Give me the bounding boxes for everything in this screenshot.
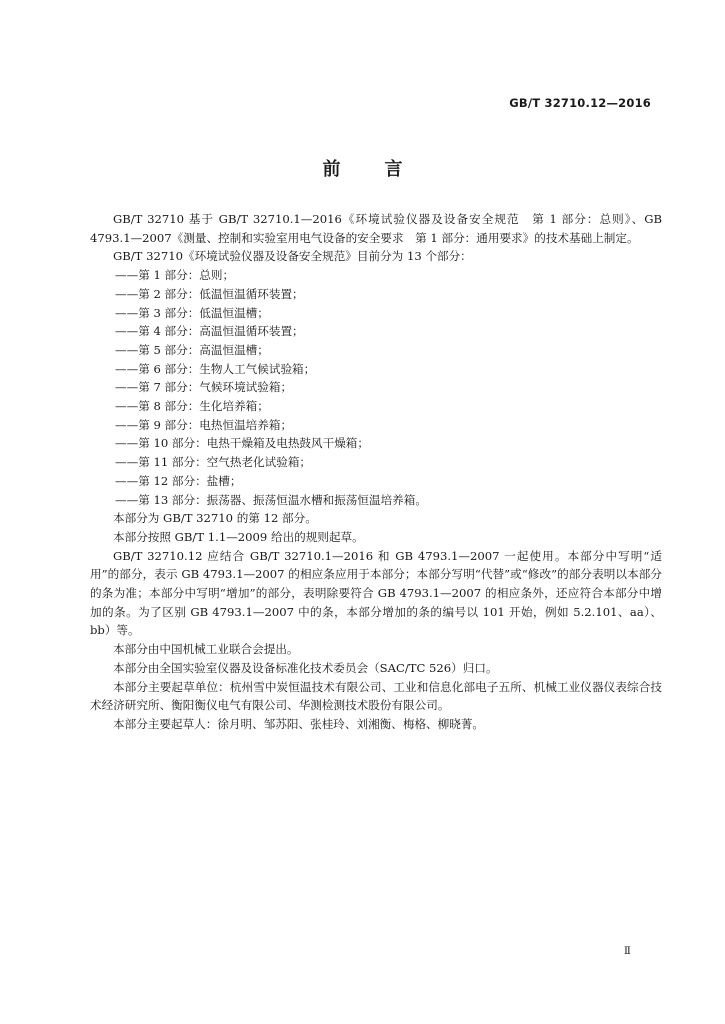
intro-paragraph: GB/T 32710 基于 GB/T 32710.1—2016《环境试验仪器及设备安全规范 第 1 部分：总则》、GB 4793.1—2007《测量、控制和实验室用电气设备的安全要求 第 1 部分：通用要求》的技术基础上制定。 — [90, 212, 662, 245]
page-title — [0, 155, 725, 181]
committee-paragraph: 本部分由全国实验室仪器及设备标准化技术委员会（SAC/TC 526）归口。 — [113, 660, 498, 675]
foreword-body — [90, 210, 662, 734]
parts-list — [90, 266, 662, 509]
title-char-2: 言 — [384, 159, 403, 180]
list-item: ——第 2 部分：低温恒温循环装置； — [115, 286, 304, 301]
list-item: ——第 13 部分：振荡器、振荡恒温水槽和振荡恒温培养箱。 — [115, 492, 427, 507]
usage-paragraph: GB/T 32710.12 应结合 GB/T 32710.1—2016 和 GB 4793.1—2007 一起使用。本部分中写明“适用”的部分，表示 GB 4793.1—2007 的相应条应用于本部分；本部分写明“代替”或“修改”的部分表明以本部分的条为准；本部分中写明“增加”的部分，表明除要符合 GB 4793.1—2007 的相应条外，还应符合本部分中增加的条。为了区别 GB 4793.1—2007 中的条，本部分增加的条的编号以 101 开始，例如 5.2.101、aa）、bb）等。 — [90, 548, 662, 638]
list-item: ——第 6 部分：生物人工气候试验箱； — [115, 361, 316, 376]
drafters-paragraph: 本部分主要起草人：徐月明、邹苏阳、张桂玲、刘湘衡、梅格、柳晓菁。 — [113, 716, 485, 731]
list-item: ——第 11 部分：空气热老化试验箱； — [115, 455, 312, 470]
page-number: Ⅱ — [624, 946, 631, 957]
proposer-paragraph: 本部分由中国机械工业联合会提出。 — [113, 642, 299, 657]
list-item: ——第 4 部分：高温恒温循环装置； — [115, 324, 304, 339]
list-item: ——第 7 部分：气候环境试验箱； — [115, 380, 293, 395]
title-char-1: 前 — [322, 159, 341, 180]
drafting-units-paragraph: 本部分主要起草单位：杭州雪中炭恒温技术有限公司、工业和信息化部电子五所、机械工业仪器仪表综合技术经济研究所、衡阳衡仪电气有限公司、华测检测技术股份有限公司。 — [90, 679, 662, 713]
list-item: ——第 8 部分：生化培养箱； — [115, 399, 269, 414]
list-item: ——第 9 部分：电热恒温培养箱； — [115, 417, 293, 432]
list-item: ——第 1 部分：总则； — [115, 268, 235, 283]
list-item: ——第 12 部分：盐槽； — [115, 473, 242, 488]
list-item: ——第 10 部分：电热干燥箱及电热鼓风干燥箱； — [115, 436, 369, 451]
list-item: ——第 3 部分：低温恒温槽； — [115, 305, 269, 320]
drafting-rules-paragraph: 本部分按照 GB/T 1.1—2009 给出的规则起草。 — [113, 529, 364, 544]
part-number-paragraph: 本部分为 GB/T 32710 的第 12 部分。 — [113, 511, 317, 526]
parts-intro-paragraph: GB/T 32710《环境试验仪器及设备安全规范》目前分为 13 个部分： — [113, 249, 472, 264]
standard-number: GB/T 32710.12—2016 — [509, 96, 651, 110]
list-item: ——第 5 部分：高温恒温槽； — [115, 342, 269, 357]
